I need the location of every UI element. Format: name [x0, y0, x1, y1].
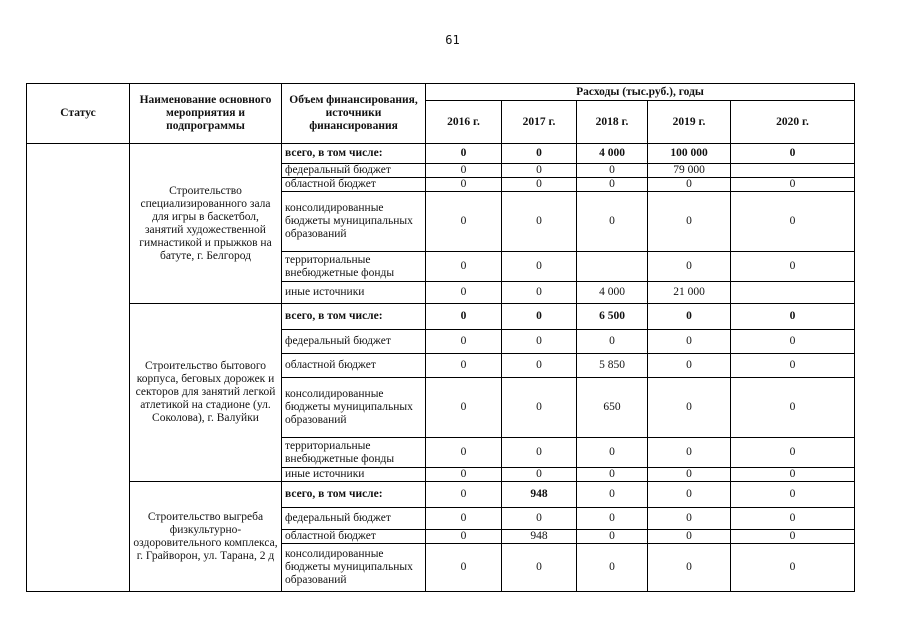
amount-cell: 0 [577, 330, 648, 354]
amount-cell: 0 [502, 468, 577, 482]
funding-source: федеральный бюджет [282, 330, 426, 354]
funding-source: консолидированные бюджеты муниципальных образований [282, 192, 426, 252]
amount-cell: 0 [577, 530, 648, 544]
amount-cell: 0 [731, 330, 855, 354]
page-number: 61 [445, 33, 460, 47]
amount-cell: 0 [648, 482, 731, 508]
amount-cell: 0 [426, 378, 502, 438]
amount-cell: 5 850 [577, 354, 648, 378]
event-name: Строительство специализированного зала для игры в баскетбол, занятий художественной гимнастикой и прыжков на батуте, г. Белгород [130, 144, 282, 304]
header-year: 2020 г. [731, 101, 855, 144]
amount-cell: 0 [426, 192, 502, 252]
amount-cell: 0 [731, 544, 855, 592]
amount-cell: 0 [731, 144, 855, 164]
budget-table [26, 83, 855, 592]
amount-cell: 0 [502, 330, 577, 354]
amount-cell: 0 [426, 144, 502, 164]
amount-cell: 0 [502, 144, 577, 164]
amount-cell [577, 252, 648, 282]
funding-source: консолидированные бюджеты муниципальных образований [282, 378, 426, 438]
amount-cell: 6 500 [577, 304, 648, 330]
amount-cell: 0 [502, 282, 577, 304]
amount-cell: 0 [648, 354, 731, 378]
amount-cell [731, 282, 855, 304]
amount-cell: 0 [502, 164, 577, 178]
amount-cell: 0 [731, 252, 855, 282]
funding-source: федеральный бюджет [282, 164, 426, 178]
funding-source: всего, в том числе: [282, 304, 426, 330]
status-cell [27, 144, 130, 592]
amount-cell: 4 000 [577, 282, 648, 304]
funding-source: территориальные внебюджетные фонды [282, 438, 426, 468]
amount-cell [731, 164, 855, 178]
amount-cell: 0 [577, 468, 648, 482]
amount-cell: 0 [502, 544, 577, 592]
amount-cell: 0 [731, 508, 855, 530]
amount-cell: 0 [426, 330, 502, 354]
amount-cell: 0 [648, 192, 731, 252]
amount-cell: 0 [426, 252, 502, 282]
amount-cell: 0 [731, 192, 855, 252]
amount-cell: 0 [502, 508, 577, 530]
amount-cell: 0 [731, 438, 855, 468]
amount-cell: 0 [502, 192, 577, 252]
amount-cell: 650 [577, 378, 648, 438]
amount-cell: 0 [502, 438, 577, 468]
amount-cell: 0 [731, 354, 855, 378]
amount-cell: 0 [577, 438, 648, 468]
table-row-total [27, 482, 855, 508]
amount-cell: 0 [648, 330, 731, 354]
amount-cell: 0 [577, 544, 648, 592]
funding-source: областной бюджет [282, 178, 426, 192]
header-year: 2018 г. [577, 101, 648, 144]
amount-cell: 0 [426, 282, 502, 304]
amount-cell: 0 [502, 378, 577, 438]
header-expenses: Расходы (тыс.руб.), годы [426, 84, 855, 101]
amount-cell: 100 000 [648, 144, 731, 164]
amount-cell: 0 [577, 482, 648, 508]
funding-source: консолидированные бюджеты муниципальных образований [282, 544, 426, 592]
amount-cell: 0 [426, 468, 502, 482]
amount-cell: 0 [648, 252, 731, 282]
table-row-total [27, 304, 855, 330]
event-name: Строительство выгреба физкультурно-оздоровительного комплекса, г. Грайворон, ул. Тарана, 2 д [130, 482, 282, 592]
amount-cell: 0 [426, 178, 502, 192]
amount-cell: 0 [731, 482, 855, 508]
event-name: Строительство бытового корпуса, беговых дорожек и секторов для занятий легкой атлетикой на стадионе (ул. Соколова), г. Валуйки [130, 304, 282, 482]
amount-cell: 0 [426, 508, 502, 530]
amount-cell: 0 [648, 438, 731, 468]
amount-cell: 0 [426, 164, 502, 178]
amount-cell: 0 [502, 252, 577, 282]
funding-source: областной бюджет [282, 354, 426, 378]
table-row-total [27, 144, 855, 164]
amount-cell: 0 [577, 508, 648, 530]
amount-cell: 0 [731, 378, 855, 438]
header-name: Наименование основного мероприятия и подпрограммы [130, 84, 282, 144]
amount-cell: 0 [648, 468, 731, 482]
amount-cell: 0 [648, 508, 731, 530]
funding-source: иные источники [282, 468, 426, 482]
header-status: Статус [27, 84, 130, 144]
amount-cell: 0 [577, 178, 648, 192]
amount-cell: 948 [502, 482, 577, 508]
amount-cell: 948 [502, 530, 577, 544]
amount-cell: 0 [731, 530, 855, 544]
funding-source: областной бюджет [282, 530, 426, 544]
amount-cell: 21 000 [648, 282, 731, 304]
amount-cell: 79 000 [648, 164, 731, 178]
header-year: 2016 г. [426, 101, 502, 144]
amount-cell: 0 [426, 482, 502, 508]
funding-source: всего, в том числе: [282, 482, 426, 508]
header-year: 2019 г. [648, 101, 731, 144]
amount-cell: 0 [648, 378, 731, 438]
amount-cell: 0 [426, 530, 502, 544]
amount-cell: 0 [648, 530, 731, 544]
amount-cell: 0 [731, 468, 855, 482]
amount-cell: 0 [577, 192, 648, 252]
amount-cell: 0 [502, 304, 577, 330]
header-volume: Объем финансирования, источники финансирования [282, 84, 426, 144]
funding-source: территориальные внебюджетные фонды [282, 252, 426, 282]
amount-cell: 0 [426, 304, 502, 330]
funding-source: всего, в том числе: [282, 144, 426, 164]
amount-cell: 0 [426, 544, 502, 592]
amount-cell: 0 [502, 178, 577, 192]
amount-cell: 0 [502, 354, 577, 378]
amount-cell: 0 [731, 304, 855, 330]
amount-cell: 0 [577, 164, 648, 178]
amount-cell: 0 [648, 544, 731, 592]
header-year: 2017 г. [502, 101, 577, 144]
funding-source: иные источники [282, 282, 426, 304]
amount-cell: 0 [426, 354, 502, 378]
amount-cell: 0 [648, 178, 731, 192]
amount-cell: 4 000 [577, 144, 648, 164]
funding-source: федеральный бюджет [282, 508, 426, 530]
amount-cell: 0 [648, 304, 731, 330]
amount-cell: 0 [731, 178, 855, 192]
amount-cell: 0 [426, 438, 502, 468]
